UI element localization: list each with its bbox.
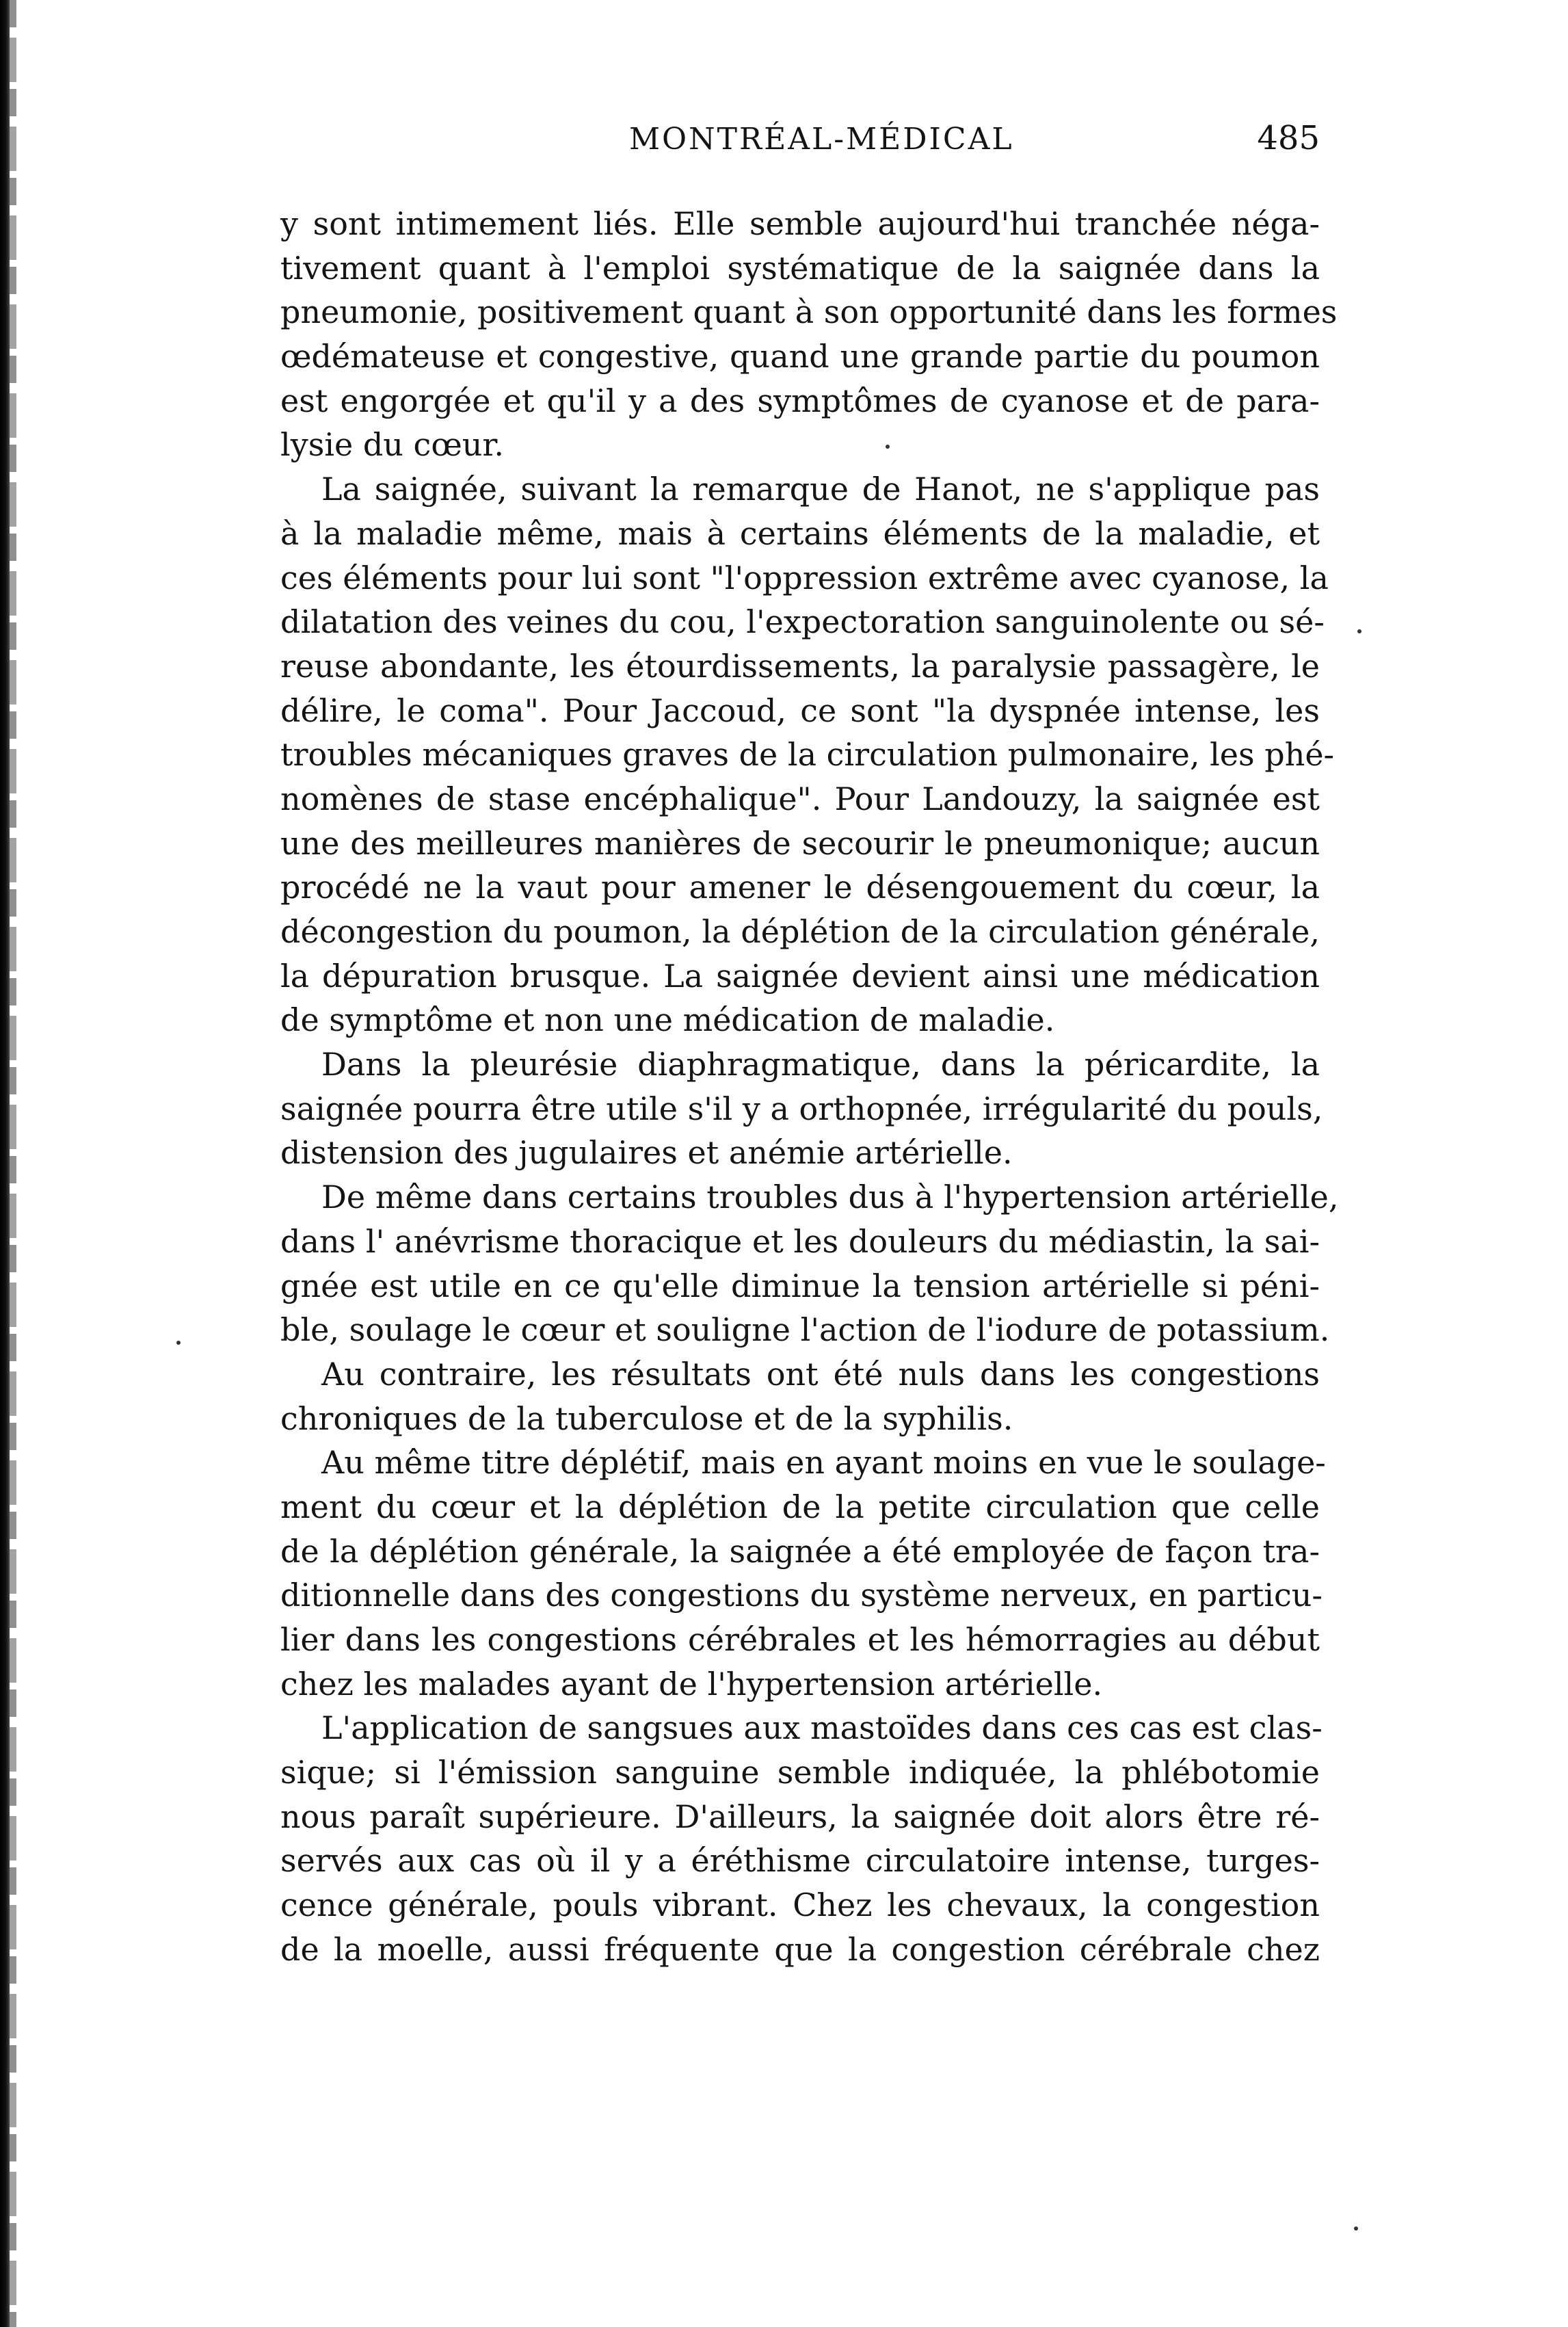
text-line: ditionnelle dans des congestions du système nerveux, en particu-	[280, 1577, 1323, 1614]
text-line: saignée pourra être utile s'il y a orthopnée, irrégularité du pouls,	[280, 1090, 1323, 1127]
text-line: de la moelle, aussi fréquente que la congestion cérébrale chez	[280, 1930, 1320, 1968]
text-line: à la maladie même, mais à certains éléments de la maladie, et	[280, 514, 1320, 552]
body-text	[280, 202, 1339, 1972]
text-line: gnée est utile en ce qu'elle diminue la tension artérielle si péni-	[280, 1267, 1320, 1304]
text-line: Dans la pleurésie diaphragmatique, dans la péricardite, la	[321, 1046, 1320, 1083]
text-line: dilatation des veines du cou, l'expectoration sanguinolente ou sé-	[280, 603, 1325, 641]
text-line: nomènes de stase encéphalique". Pour Landouzy, la saignée est	[280, 780, 1320, 817]
running-head	[280, 119, 1320, 176]
text-line: la dépuration brusque. La saignée devient ainsi une médication	[280, 957, 1320, 995]
text-line: nous paraît supérieure. D'ailleurs, la saignée doit alors être ré-	[280, 1798, 1320, 1835]
text-line: distension des jugulaires et anémie artérielle.	[280, 1134, 1013, 1172]
text-line: La saignée, suivant la remarque de Hanot, ne s'applique pas	[321, 471, 1320, 508]
text-line: tivement quant à l'emploi systématique de la saignée dans la	[280, 249, 1320, 287]
binding-shadow	[10, 0, 16, 2327]
text-line: délire, le coma". Pour Jaccoud, ce sont "la dyspnée intense, les	[280, 692, 1320, 729]
scan-speck	[886, 445, 890, 449]
text-line: Au même titre déplétif, mais en ayant moins en vue le soulage-	[321, 1444, 1326, 1482]
text-line: décongestion du poumon, la déplétion de la circulation générale,	[280, 913, 1320, 950]
text-line: sique; si l'émission sanguine semble indiquée, la phlébotomie	[280, 1754, 1320, 1791]
text-line: lier dans les congestions cérébrales et les hémorragies au début	[280, 1621, 1320, 1658]
journal-title: MONTRÉAL-MÉDICAL	[629, 122, 1014, 157]
text-line: ces éléments pour lui sont "l'oppression extrême avec cyanose, la	[280, 559, 1329, 596]
binding-edge	[0, 0, 10, 2327]
scan-speck	[1354, 2226, 1358, 2231]
scan-speck	[176, 1341, 181, 1345]
text-line: chroniques de la tuberculose et de la syphilis.	[280, 1399, 1013, 1437]
text-line: ble, soulage le cœur et souligne l'action de l'iodure de potassium.	[280, 1311, 1330, 1349]
text-line: dans l' anévrisme thoracique et les douleurs du médiastin, la sai-	[280, 1222, 1320, 1260]
text-line: œdémateuse et congestive, quand une grande partie du poumon	[280, 338, 1320, 376]
text-line: troubles mécaniques graves de la circulation pulmonaire, les phé-	[280, 736, 1335, 774]
text-line: chez les malades ayant de l'hypertension artérielle.	[280, 1665, 1103, 1702]
text-line: reuse abondante, les étourdissements, la paralysie passagère, le	[280, 647, 1320, 685]
scan-speck	[1357, 629, 1361, 633]
text-line: ment du cœur et la déplétion de la petite circulation que celle	[280, 1488, 1320, 1525]
text-line: pneumonie, positivement quant à son opportunité dans les formes	[280, 293, 1338, 331]
text-line: procédé ne la vaut pour amener le désengouement du cœur, la	[280, 869, 1320, 906]
text-line: servés aux cas où il y a éréthisme circulatoire intense, turges-	[280, 1842, 1320, 1880]
text-line: de la déplétion générale, la saignée a été employée de façon tra-	[280, 1532, 1320, 1570]
text-line: est engorgée et qu'il y a des symptômes de cyanose et de para-	[280, 382, 1320, 419]
text-line: cence générale, pouls vibrant. Chez les chevaux, la congestion	[280, 1886, 1320, 1924]
text-line: lysie du cœur.	[280, 426, 504, 464]
text-line: L'application de sangsues aux mastoïdes dans ces cas est clas-	[321, 1709, 1323, 1747]
text-line: y sont intimement liés. Elle semble aujourd'hui tranchée néga-	[280, 205, 1320, 242]
page-number: 485	[1257, 119, 1320, 157]
text-line: une des meilleures manières de secourir le pneumonique; aucun	[280, 824, 1320, 862]
text-line: de symptôme et non une médication de maladie.	[280, 1001, 1055, 1039]
text-line: De même dans certains troubles dus à l'hypertension artérielle,	[321, 1179, 1339, 1216]
text-line: Au contraire, les résultats ont été nuls dans les congestions	[321, 1355, 1320, 1393]
